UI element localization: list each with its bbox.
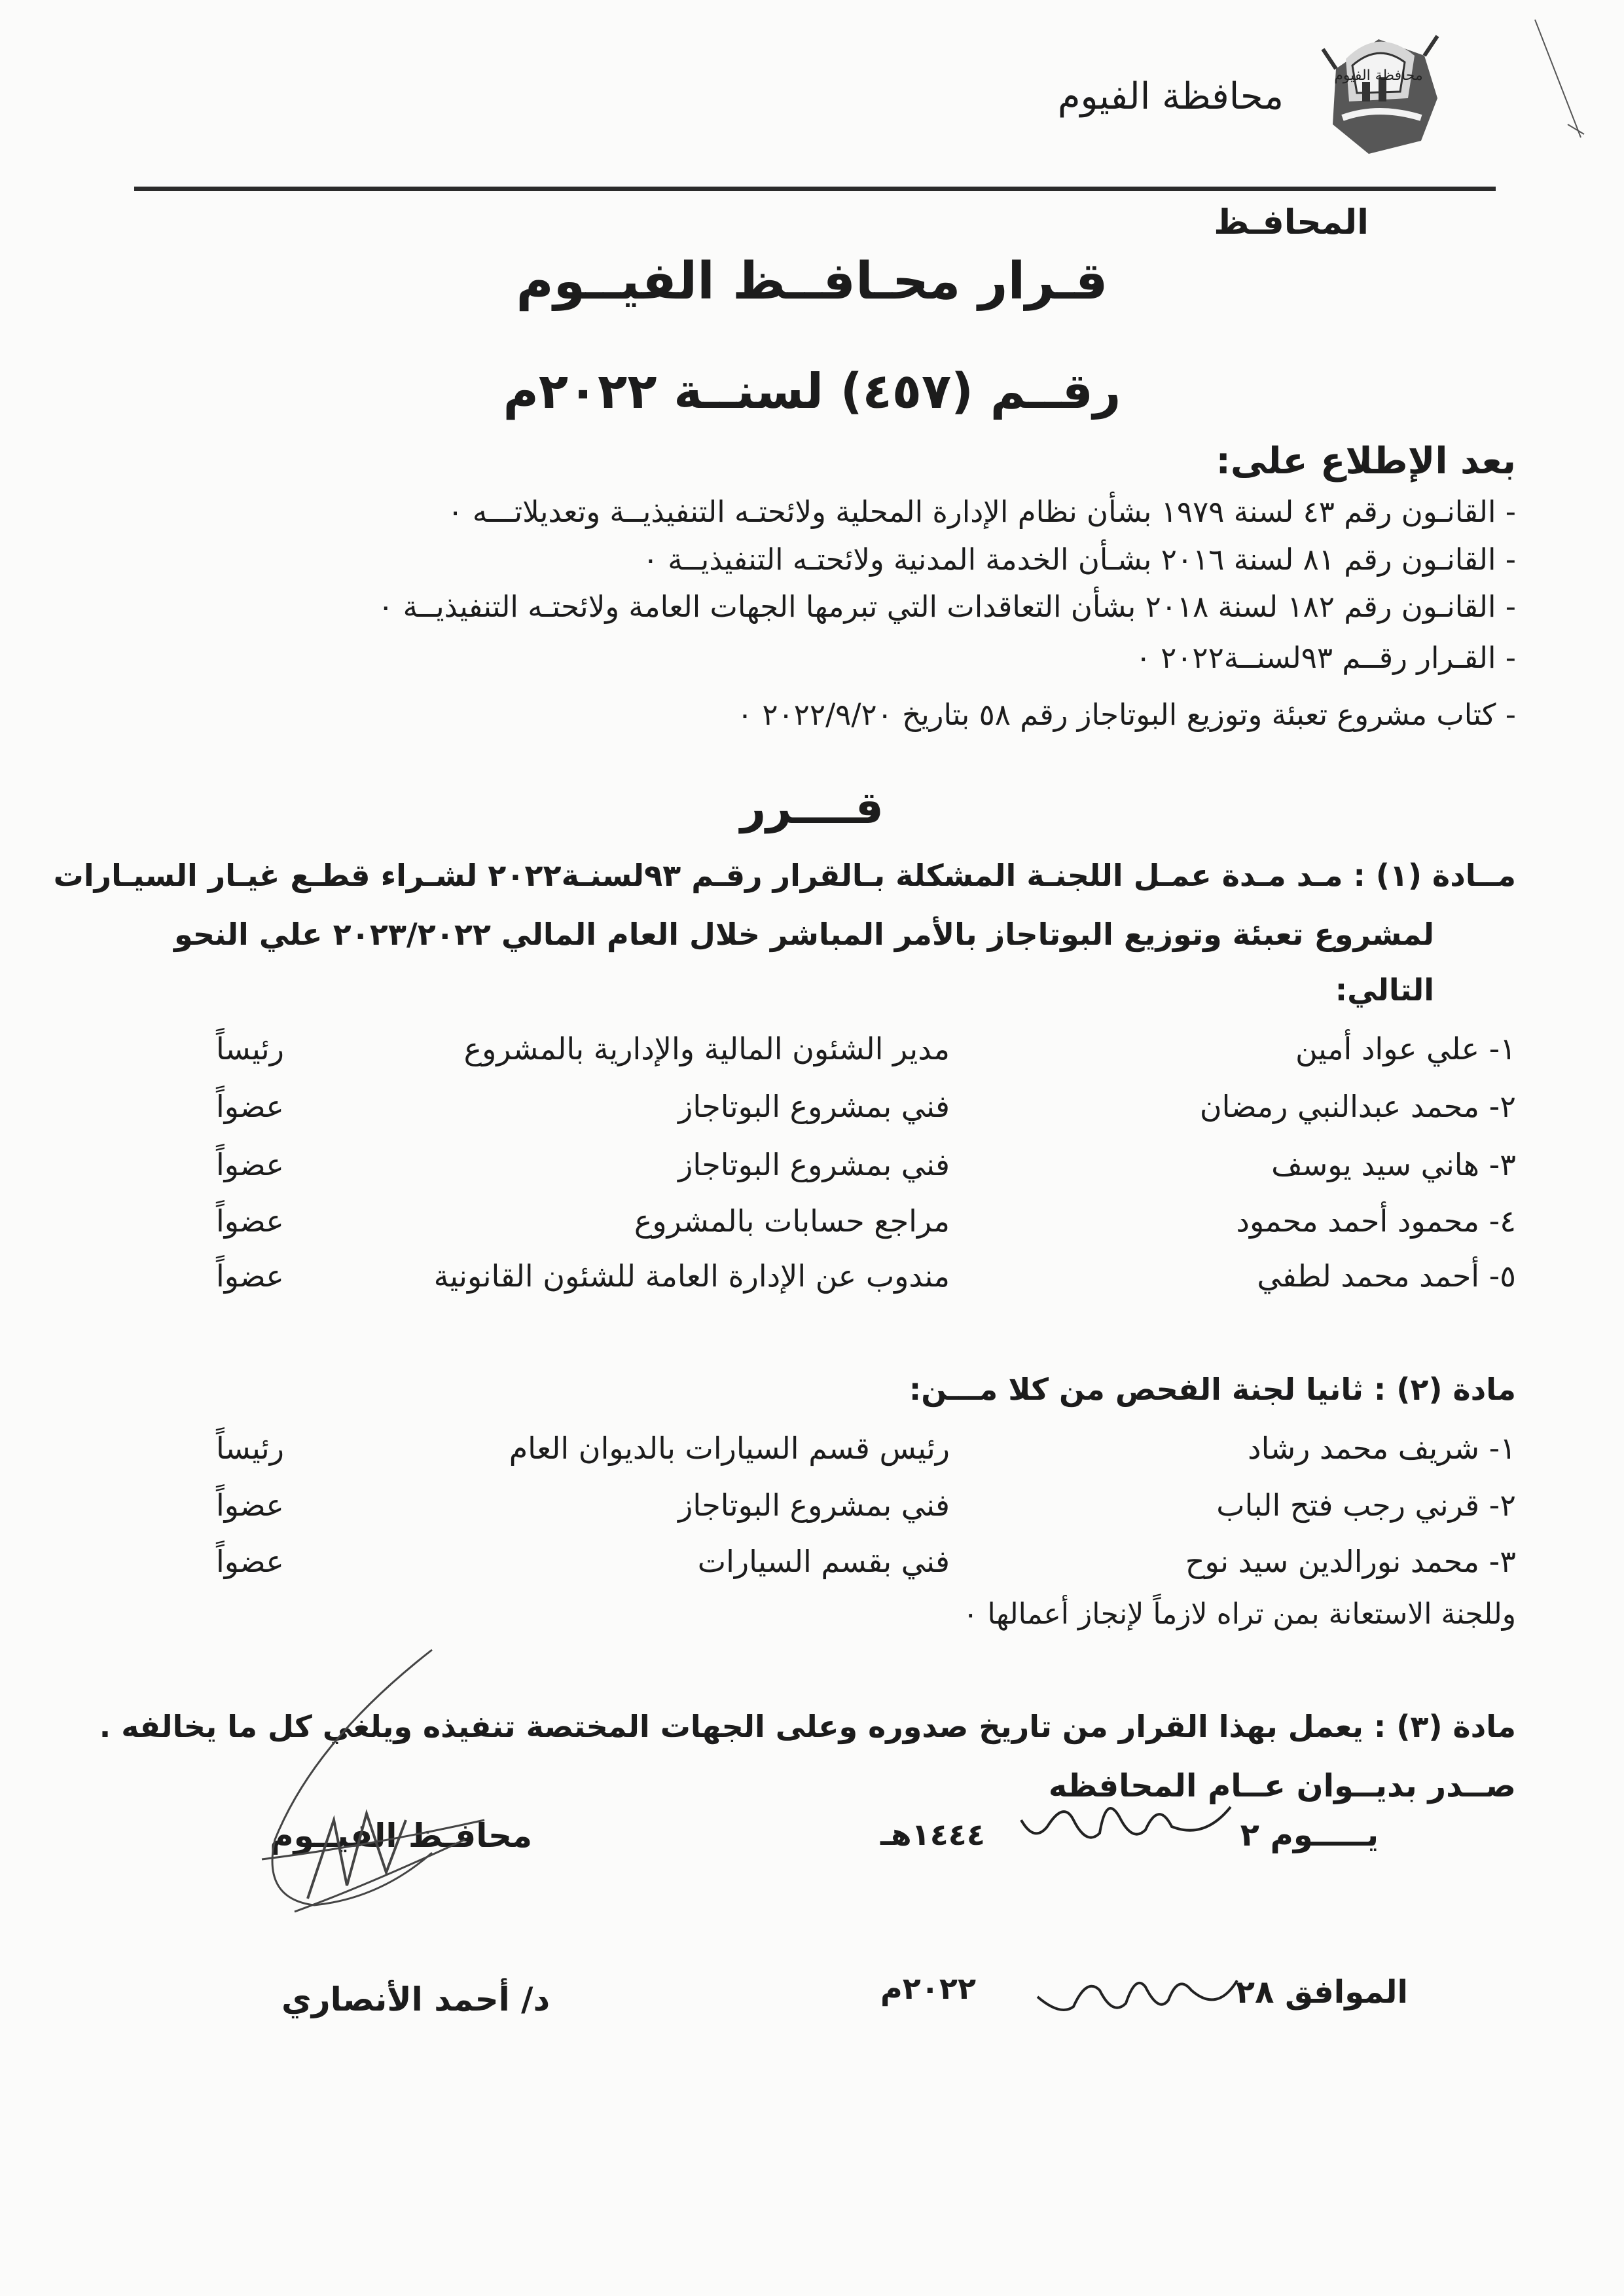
committee-note: وللجنة الاستعانة بمن تراه لازماً لإنجاز أعمالها ٠ (962, 1597, 1516, 1631)
svg-text:محافظة الفيوم: محافظة الفيوم (1334, 67, 1423, 84)
governorate-emblem (1297, 20, 1460, 170)
member-name: ٥- أحمد محمد لطفي (1257, 1258, 1516, 1294)
member-name: ٤- محمود أحمد محمود (1236, 1203, 1516, 1239)
member-name: ٢- محمد عبدالنبي رمضان (1199, 1089, 1516, 1124)
decree-title: قـرار محـافــظ الفيــوم (516, 252, 1108, 311)
decree-number: رقــم (٤٥٧) لسنــة ٢٠٢٢م (503, 363, 1121, 420)
gregorian-day-label: الموافق ٢٨ (1235, 1974, 1408, 2011)
svg-text:ربيع أول: ربيع أول (1114, 1815, 1138, 1822)
member-name: ١- شريف محمد رشاد (1248, 1430, 1516, 1466)
corner-pen-mark (1528, 13, 1587, 144)
member-role: عضواً (216, 1258, 284, 1294)
member-name: ١- علي عواد أمين (1295, 1031, 1516, 1066)
preamble-item: - القانـون رقم ٤٣ لسنة ١٩٧٩ بشأن نظام الإدارة المحلية ولائحتـه التنفيذيــة وتعديلاتـــه ٠ (447, 494, 1516, 529)
preamble-item: - القانـون رقم ١٨٢ لسنة ٢٠١٨ بشأن التعاقدات التي تبرمها الجهات العامة ولائحتـه التنفيذيــة ٠ (378, 589, 1516, 624)
member-role: عضواً (216, 1203, 284, 1239)
signer-title: محافـظ الفيــوم (270, 1817, 533, 1855)
hijri-day-label: يـــــوم ٢ (1240, 1817, 1379, 1853)
preamble-item: - القانـون رقم ٨١ لسنة ٢٠١٦ بشـأن الخدمة المدنية ولائحتـه التنفيذيــة ٠ (642, 542, 1516, 577)
member-role: عضواً (216, 1544, 284, 1579)
article-2-heading: مادة (٢) : ثانيا لجنة الفحص من كلا مـــن: (909, 1372, 1516, 1407)
issued-at-label: صــدر بديــوان عــام المحافظه (1048, 1768, 1516, 1804)
hijri-year: ١٤٤٤هـ (880, 1817, 985, 1852)
member-role: عضواً (216, 1089, 284, 1124)
gregorian-year: ٢٠٢٢م (880, 1971, 977, 2006)
member-name: ٢- قرني رجب فتح الباب (1216, 1487, 1516, 1523)
handwritten-hijri-month (1008, 1781, 1244, 1853)
member-name: ٣- محمد نورالدين سيد نوح (1185, 1544, 1516, 1579)
article-1-text: التالي: (1335, 972, 1434, 1008)
header-divider (134, 187, 1496, 191)
member-title: مدير الشئون المالية والإدارية بالمشروع (463, 1031, 950, 1066)
handwritten-gregorian-month (1028, 1961, 1244, 2023)
preamble-heading: بعد الإطلاع على: (1216, 440, 1516, 483)
article-3-text: مادة (٣) : يعمل بهذا القرار من تاريخ صدوره وعلى الجهات المختصة تنفيذه ويلغي كل ما يخالفه . (99, 1709, 1516, 1744)
governorate-header: محافظة الفيوم (1057, 75, 1284, 118)
decided-heading: قــــرر (740, 782, 884, 834)
signer-name: د/ أحمد الأنصاري (281, 1980, 550, 2018)
article-1-text: مــادة (١) : مـد مـدة عمـل اللجنـة المشكلة بـالقرار رقـم ٩٣لسنـة٢٠٢٢ لشـراء قطـع غيـار السيـارات (53, 858, 1516, 893)
member-title: فني بقسم السيارات (697, 1544, 950, 1579)
member-name: ٣- هاني سيد يوسف (1271, 1147, 1516, 1182)
preamble-item: - القـرار رقــم ٩٣لسنــة٢٠٢٢ ٠ (1135, 640, 1516, 675)
member-title: فني بمشروع البوتاجاز (678, 1147, 950, 1182)
member-title: فني بمشروع البوتاجاز (678, 1089, 950, 1124)
preamble-item: - كتاب مشروع تعبئة وتوزيع البوتاجاز رقم ٥٨ بتاريخ ٢٠٢٢/٩/٢٠ ٠ (736, 697, 1516, 732)
member-title: مندوب عن الإدارة العامة للشئون القانونية (433, 1258, 950, 1294)
member-role: رئيساً (216, 1430, 284, 1466)
member-title: رئيس قسم السيارات بالديوان العام (509, 1430, 950, 1466)
article-1-text: لمشروع تعبئة وتوزيع البوتاجاز بالأمر المباشر خلال العام المالي ٢٠٢٣/٢٠٢٢ علي النحو (174, 917, 1434, 952)
member-role: عضواً (216, 1147, 284, 1182)
member-role: رئيساً (216, 1031, 284, 1066)
member-title: مراجع حسابات بالمشروع (634, 1203, 950, 1239)
handwritten-signature (236, 1624, 511, 1990)
svg-text:سبتمبر: سبتمبر (1126, 1988, 1146, 1995)
governor-label: المحافـظ (1214, 203, 1369, 242)
member-title: فني بمشروع البوتاجاز (678, 1487, 950, 1523)
member-role: عضواً (216, 1487, 284, 1523)
